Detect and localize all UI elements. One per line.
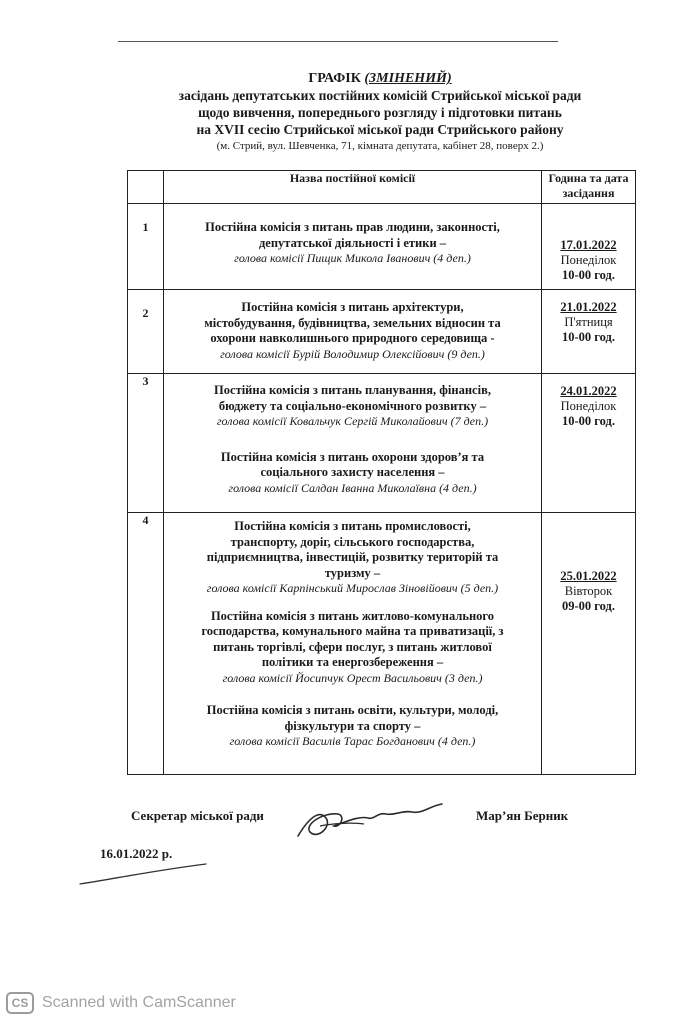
scanner-watermark bbox=[0, 986, 236, 1020]
date-cell bbox=[542, 374, 636, 513]
meeting-time: 10-00 год. bbox=[562, 268, 615, 282]
header-date-line-1: Година та дата bbox=[548, 171, 629, 185]
commission-name-line: соціального захисту населення – bbox=[260, 465, 445, 479]
table-row bbox=[128, 290, 636, 374]
commission-block bbox=[164, 513, 541, 597]
commission-cell bbox=[164, 513, 542, 775]
commission-block bbox=[164, 204, 541, 267]
commission-head: голова комісії Карпінський Мирослав Зіновійович (5 деп.) bbox=[206, 581, 499, 595]
meeting-time: 09-00 год. bbox=[562, 599, 615, 613]
commission-head: голова комісії Бурій Володимир Олексійович (9 деп.) bbox=[220, 346, 485, 361]
document-date: 16.01.2022 р. bbox=[100, 846, 173, 861]
commission-name-line: Постійна комісія з питань промисловості, bbox=[234, 519, 471, 533]
table-row bbox=[128, 374, 636, 513]
commission-name-line: туризму – bbox=[324, 565, 381, 580]
meeting-address: (м. Стрий, вул. Шевченка, 71, кімната депутата, кабінет 28, поверх 2.) bbox=[216, 140, 544, 152]
date-cell bbox=[542, 290, 636, 374]
commission-block bbox=[164, 290, 541, 362]
meeting-time: 10-00 год. bbox=[562, 330, 615, 344]
row-number: 1 bbox=[128, 204, 164, 290]
table-header-row bbox=[128, 171, 636, 204]
commission-block bbox=[164, 374, 541, 430]
commission-name-line: охорони навколишнього природного середовища - bbox=[210, 331, 495, 345]
handwritten-stroke bbox=[78, 860, 208, 890]
commission-cell bbox=[164, 290, 542, 374]
commission-block bbox=[164, 430, 541, 497]
commission-name-line: бюджету та соціально-економічного розвитку – bbox=[218, 398, 487, 413]
row-number: 3 bbox=[128, 374, 164, 513]
heading-line-2: засідань депутатських постійних комісій Стрийської міської ради bbox=[178, 88, 582, 103]
commission-head: голова комісії Йосипчук Орест Васильович (3 деп.) bbox=[222, 670, 483, 685]
commission-name-line: Постійна комісія з питань архітектури, bbox=[241, 300, 464, 314]
commission-head: голова комісії Салдан Іванна Миколаївна (4 деп.) bbox=[228, 480, 477, 495]
commission-cell bbox=[164, 374, 542, 513]
top-rule bbox=[118, 41, 558, 42]
table-row bbox=[128, 513, 636, 775]
date-cell bbox=[542, 513, 636, 775]
commission-head: голова комісії Василів Тарас Богданович (4 деп.) bbox=[229, 734, 476, 748]
meeting-date: 17.01.2022 bbox=[560, 238, 617, 252]
commission-name-line: містобудування, будівництва, земельних відносин та bbox=[204, 315, 501, 330]
camscanner-logo-icon: CS bbox=[6, 992, 34, 1014]
commission-head: голова комісії Ковальчук Сергій Миколайович (7 деп.) bbox=[216, 414, 489, 428]
watermark-text: Scanned with CamScanner bbox=[42, 994, 236, 1011]
commission-name-line: підприємництва, інвестицій, розвитку територій та bbox=[206, 550, 499, 564]
heading-line-4: на XVII сесію Стрийської міської ради Стрийського району bbox=[196, 122, 564, 137]
commission-name-line: транспорту, доріг, сільського господарства, bbox=[230, 534, 475, 549]
commission-name-line: господарства, комунального майна та приватизації, з bbox=[201, 624, 504, 638]
commission-name-line: питань торгівлі, сфери послуг, з питань житлової bbox=[213, 639, 492, 654]
commission-name-line: Постійна комісія з питань освіти, культури, молоді, bbox=[206, 703, 499, 717]
heading-line-3: щодо вивчення, попереднього розгляду і підготовки питань bbox=[198, 105, 562, 120]
title-main: ГРАФІК bbox=[308, 71, 361, 86]
meeting-day: Вівторок bbox=[564, 584, 613, 598]
meeting-date: 25.01.2022 bbox=[560, 569, 617, 583]
commission-block bbox=[164, 597, 541, 687]
commission-block bbox=[164, 686, 541, 750]
schedule-table bbox=[127, 170, 636, 775]
commission-name-line: політики та енергозбереження – bbox=[261, 655, 444, 669]
header-date-line-2: засідання bbox=[562, 186, 615, 200]
title-changed-mark: (ЗМІНЕНИЙ) bbox=[364, 71, 452, 86]
meeting-day: Понеділок bbox=[560, 253, 617, 267]
row-number: 4 bbox=[128, 513, 164, 775]
commission-cell bbox=[164, 204, 542, 290]
commission-name-line: депутатської діяльності і етики – bbox=[258, 235, 447, 250]
header-number-cell bbox=[128, 171, 164, 204]
commission-head: голова комісії Пищик Микола Іванович (4 деп.) bbox=[234, 251, 471, 265]
row-number: 2 bbox=[128, 290, 164, 374]
document-heading bbox=[120, 70, 640, 155]
table-row bbox=[128, 204, 636, 290]
secretary-name: Мар’ян Берник bbox=[476, 808, 569, 823]
commission-name-line: Постійна комісія з питань житлово-комунального bbox=[210, 608, 495, 623]
secretary-label: Секретар міської ради bbox=[131, 808, 264, 823]
meeting-date: 21.01.2022 bbox=[560, 300, 617, 314]
meeting-day: П'ятниця bbox=[564, 315, 613, 329]
commission-name-line: Постійна комісія з питань прав людини, законності, bbox=[205, 220, 500, 234]
meeting-date: 24.01.2022 bbox=[560, 384, 617, 398]
document-title bbox=[120, 70, 640, 87]
commission-name-line: фізкультури та спорту – bbox=[284, 718, 421, 733]
header-date-time bbox=[542, 171, 636, 204]
commission-name-line: Постійна комісія з питань планування, фінансів, bbox=[214, 383, 491, 397]
header-commission-name: Назва постійної комісії bbox=[164, 171, 542, 204]
commission-name-line: Постійна комісія з питань охорони здоров’я та bbox=[220, 449, 485, 464]
date-cell bbox=[542, 204, 636, 290]
meeting-day: Понеділок bbox=[560, 399, 617, 413]
meeting-time: 10-00 год. bbox=[562, 414, 615, 428]
handwritten-signature bbox=[290, 796, 450, 846]
